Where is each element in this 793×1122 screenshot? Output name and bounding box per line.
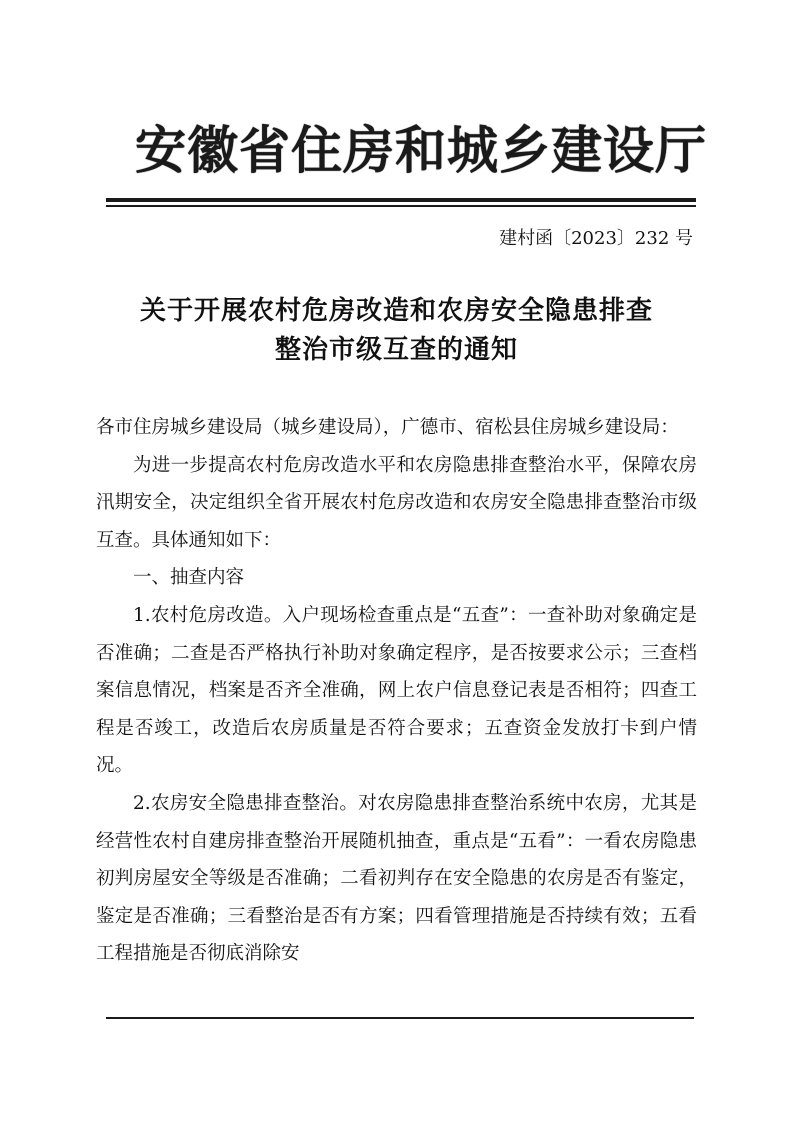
intro-paragraph: 为进一步提高农村危房改造水平和农房隐患排查整治水平，保障农房汛期安全，决定组织全省开展农村危房改造和农房安全隐患排查整治市级互查。具体通知如下： (96, 454, 697, 551)
item-2-paragraph: 2.农房安全隐患排查整治。对农房隐患排查整治系统中农房，尤其是经营性农村自建房排查整治开展随机抽查，重点是“五看”：一看农房隐患初判房屋安全等级是否准确；二看初判存在安全隐患的农房是否有鉴定，鉴定是否准确；三看整治是否有方案；四看管理措施是否持续有效；五看工程措施是否彻底消除安 (96, 792, 697, 965)
item-1-paragraph: 1.农村危房改造。入户现场检查重点是“五查”：一查补助对象确定是否准确；二查是否严格执行补助对象确定程序，是否按要求公示；三查档案信息情况，档案是否齐全准确，网上农户信息登记表是否相符；四查工程是否竣工，改造后农房质量是否符合要求；五查资金发放打卡到户情况。 (96, 604, 697, 777)
document-title (96, 292, 697, 370)
letterhead-organization: 安徽省住房和城乡建设厅 (135, 122, 708, 181)
document-body (96, 409, 697, 973)
document-title-line-1: 关于开展农村危房改造和农房安全隐患排查 (139, 296, 653, 326)
letterhead-thick-rule (106, 198, 696, 202)
page-bottom-rule (106, 1017, 694, 1019)
document-title-line-2: 整治市级互查的通知 (274, 335, 518, 365)
document-number: 建村函〔2023〕232 号 (499, 228, 693, 249)
section-heading-1: 一、抽查内容 (133, 567, 245, 589)
addressee: 各市住房城乡建设局（城乡建设局），广德市、宿松县住房城乡建设局： (96, 417, 679, 438)
letterhead-thin-rule (106, 205, 696, 207)
